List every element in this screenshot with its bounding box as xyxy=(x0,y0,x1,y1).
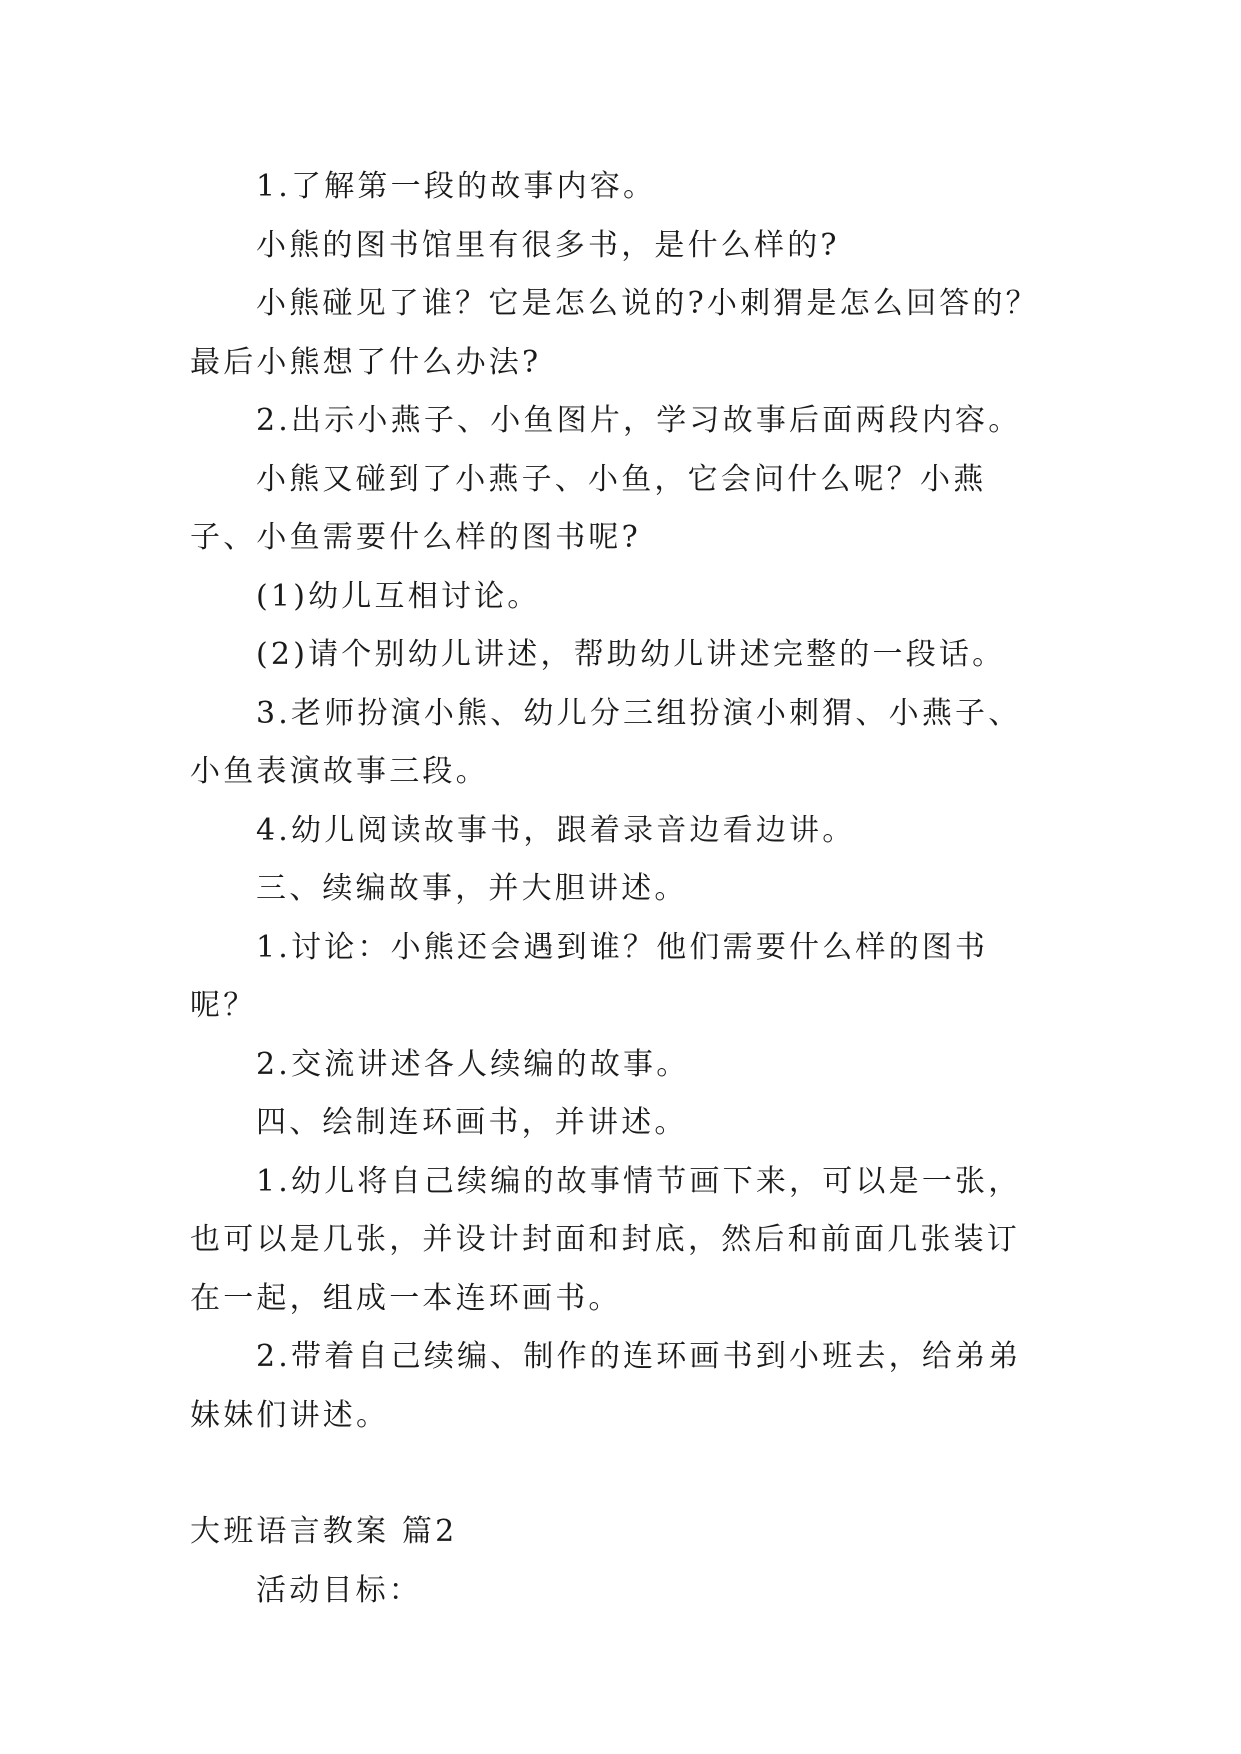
paragraph-13: 四、绘制连环画书，并讲述。 xyxy=(256,1105,688,1140)
paragraph-7: (2)请个别幼儿讲述，帮助幼儿讲述完整的一段话。 xyxy=(256,637,1006,672)
paragraph-12: 2.交流讲述各人续编的故事。 xyxy=(256,1046,690,1082)
subheading-activity-goals: 活动目标： xyxy=(256,1572,422,1608)
paragraph-1: 1.了解第一段的故事内容。 xyxy=(256,169,657,204)
paragraph-3: 小熊碰见了谁？它是怎么说的?小刺猬是怎么回答的？最后小熊想了什么办法? xyxy=(190,286,1039,380)
paragraph-2: 小熊的图书馆里有很多书，是什么样的? xyxy=(256,227,840,263)
paragraph-11: 1.讨论：小熊还会遇到谁？他们需要什么样的图书呢？ xyxy=(190,929,989,1023)
paragraph-9: 4.幼儿阅读故事书，跟着录音边看边讲。 xyxy=(256,812,856,848)
section-gap xyxy=(190,1445,1050,1503)
paragraph-14: 1.幼儿将自己续编的故事情节画下来，可以是一张，也可以是几张，并设计封面和封底，然后和前面几张装订在一起，组成一本连环画书。 xyxy=(190,1163,1022,1316)
document-body xyxy=(190,158,1050,1620)
paragraph-15: 2.带着自己续编、制作的连环画书到小班去，给弟弟妹妹们讲述。 xyxy=(190,1339,1022,1433)
section-heading: 大班语言教案 篇2 xyxy=(190,1514,458,1549)
paragraph-10: 三、续编故事，并大胆讲述。 xyxy=(256,871,688,906)
paragraph-4: 2.出示小燕子、小鱼图片，学习故事后面两段内容。 xyxy=(256,403,1022,438)
paragraph-8: 3.老师扮演小熊、幼儿分三组扮演小刺猬、小燕子、小鱼表演故事三段。 xyxy=(190,695,1022,789)
paragraph-6: (1)幼儿互相讨论。 xyxy=(256,578,541,614)
paragraph-5: 小熊又碰到了小燕子、小鱼，它会问什么呢？小燕子、小鱼需要什么样的图书呢? xyxy=(190,461,987,555)
